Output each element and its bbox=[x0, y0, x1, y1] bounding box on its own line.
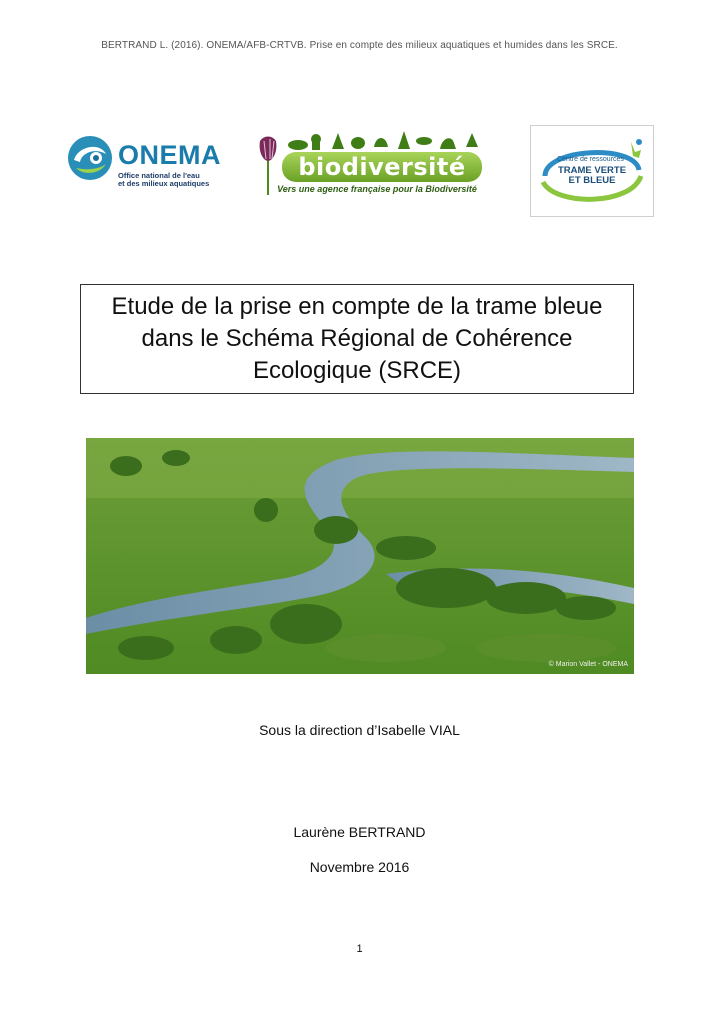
direction-line: Sous la direction d’Isabelle VIAL bbox=[259, 722, 460, 738]
publication-date: Novembre 2016 bbox=[309, 859, 410, 875]
running-header: BERTRAND L. (2016). ONEMA/AFB-CRTVB. Prise en compte des milieux aquatiques et humides dans les SRCE. bbox=[101, 40, 618, 51]
onema-subtitle bbox=[118, 172, 209, 188]
onema-wordmark: ONEMA bbox=[118, 140, 221, 170]
biodiversite-logo bbox=[252, 125, 492, 200]
document-title: Etude de la prise en compte de la trame bleue dans le Schéma Régional de Cohérence Ecologique (SRCE) bbox=[111, 293, 603, 384]
onema-subtitle-line1: Office national de l'eau bbox=[118, 171, 200, 180]
biodiversite-wordmark: biodiversité bbox=[282, 152, 482, 182]
photo-credit: © Marion Vallet - ONEMA bbox=[548, 661, 628, 668]
onema-logo bbox=[66, 130, 226, 194]
trame-subtitle: Centre de ressources bbox=[557, 156, 624, 163]
animal-silhouettes-icon bbox=[286, 129, 486, 151]
biodiversite-tagline: Vers une agence française pour la Biodiversité bbox=[277, 184, 477, 194]
author-name: Laurène BERTRAND bbox=[293, 824, 426, 840]
onema-swirl-icon bbox=[66, 132, 114, 184]
title-box bbox=[80, 284, 634, 394]
trame-verte-bleue-logo bbox=[530, 125, 654, 217]
page-number: 1 bbox=[356, 943, 363, 955]
trame-wordmark bbox=[549, 166, 635, 186]
trame-line2: ET BLEUE bbox=[568, 175, 616, 186]
cover-photo bbox=[86, 438, 634, 674]
onema-subtitle-line2: et des milieux aquatiques bbox=[118, 179, 210, 188]
river-meadow-image bbox=[86, 438, 634, 674]
trame-line1: TRAME VERTE bbox=[557, 165, 627, 176]
